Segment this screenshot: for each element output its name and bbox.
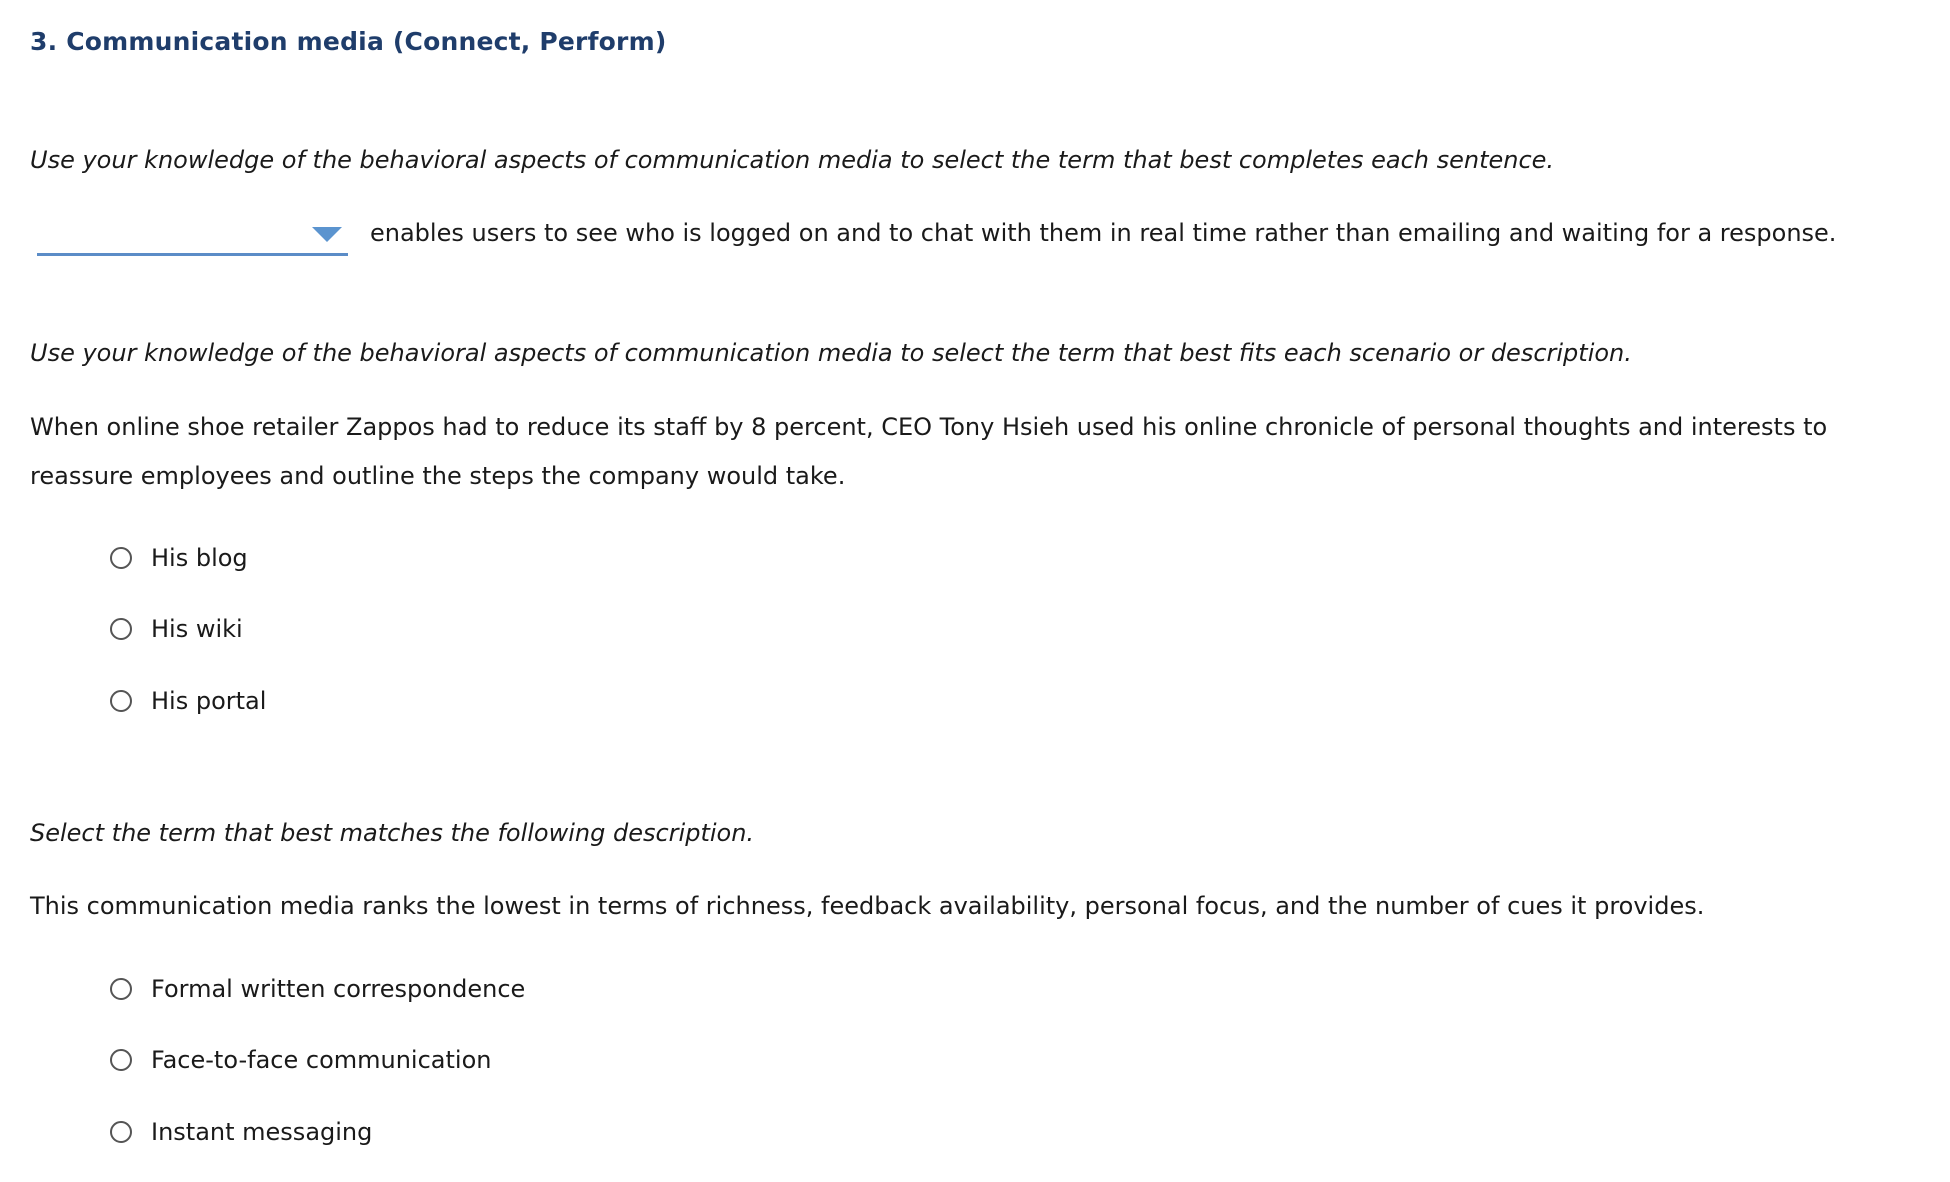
option-instant-messaging[interactable] (110, 1117, 372, 1147)
question-title: 3. Communication media (Connect, Perform) (30, 27, 667, 56)
option-label: Face-to-face communication (151, 1046, 492, 1074)
section3-description: This communication media ranks the lowest in terms of richness, feedback availability, personal focus, and the number of cues it provides. (30, 892, 1705, 920)
option-label: His blog (151, 544, 248, 572)
option-label: Formal written correspondence (151, 975, 526, 1003)
option-label: His portal (151, 687, 267, 715)
section2-scenario: When online shoe retailer Zappos had to reduce its staff by 8 percent, CEO Tony Hsieh used his online chronicle of personal thoughts and interests to reassure employees and outline the steps the company would take. (30, 413, 1828, 490)
radio-button[interactable] (110, 1121, 132, 1143)
option-formal-written-correspondence[interactable] (110, 974, 525, 1004)
radio-button[interactable] (110, 547, 132, 569)
radio-button[interactable] (110, 1049, 132, 1071)
section3-instruction: Select the term that best matches the following description. (30, 819, 755, 847)
radio-button[interactable] (110, 618, 132, 640)
option-label: His wiki (151, 615, 243, 643)
term-dropdown[interactable] (37, 221, 348, 256)
radio-button[interactable] (110, 978, 132, 1000)
chevron-down-icon[interactable] (312, 227, 342, 242)
option-face-to-face-communication[interactable] (110, 1045, 491, 1075)
radio-button[interactable] (110, 690, 132, 712)
section1-instruction: Use your knowledge of the behavioral aspects of communication media to select the term that best completes each sentence. (30, 146, 1555, 174)
option-his-wiki[interactable] (110, 614, 243, 644)
option-label: Instant messaging (151, 1118, 373, 1146)
section1-sentence: enables users to see who is logged on and to chat with them in real time rather than emailing and waiting for a response. (370, 219, 1837, 247)
option-his-portal[interactable] (110, 686, 266, 716)
section2-instruction: Use your knowledge of the behavioral aspects of communication media to select the term that best fits each scenario or description. (30, 339, 1632, 367)
option-his-blog[interactable] (110, 543, 248, 573)
